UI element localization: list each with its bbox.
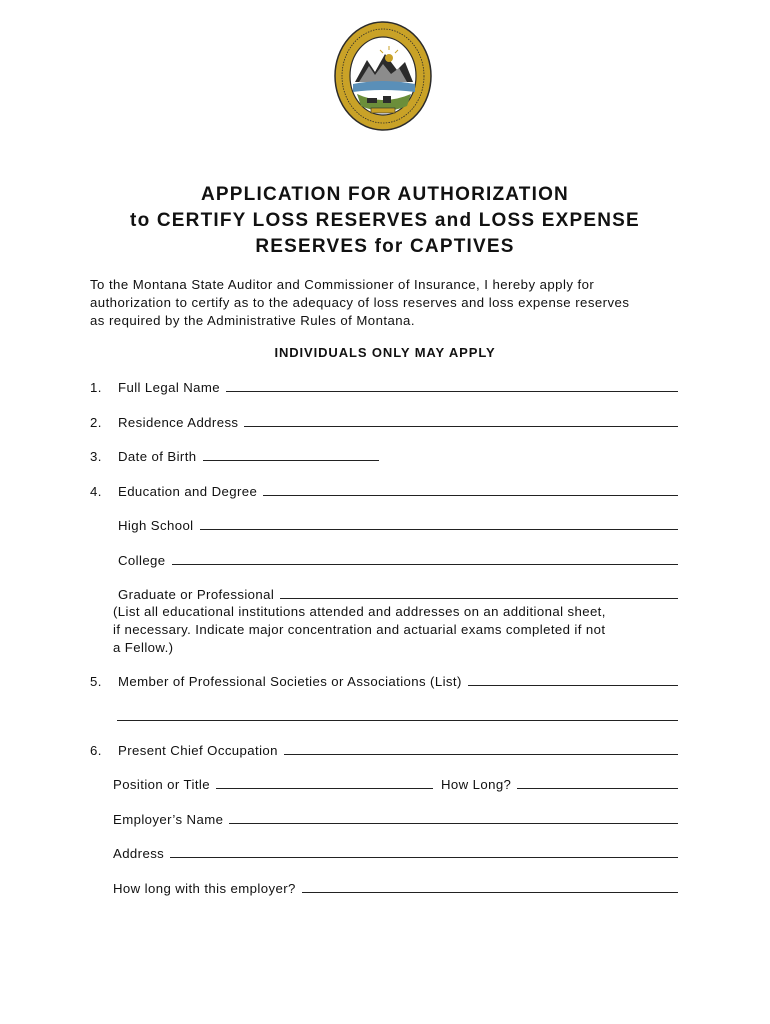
item-number: 6. bbox=[90, 743, 102, 758]
high-school-field[interactable] bbox=[200, 518, 678, 530]
employer-name-field[interactable] bbox=[229, 812, 678, 824]
education-degree-row bbox=[90, 483, 678, 501]
title-line-1: APPLICATION FOR AUTHORIZATION bbox=[201, 184, 569, 205]
individuals-only-heading: INDIVIDUALS ONLY MAY APPLY bbox=[274, 345, 496, 360]
education-note-line-1: (List all educational institutions attended and addresses on an additional sheet, bbox=[113, 604, 606, 619]
date-of-birth-field[interactable] bbox=[203, 449, 379, 461]
employer-duration-field[interactable] bbox=[302, 881, 678, 893]
employer-address-row bbox=[113, 845, 678, 863]
title-line-3: RESERVES for CAPTIVES bbox=[255, 236, 515, 257]
item-number: 3. bbox=[90, 449, 102, 464]
employer-name-row bbox=[113, 811, 678, 829]
education-note-line-2: if necessary. Indicate major concentration and actuarial exams completed if not bbox=[113, 622, 606, 637]
graduate-label: Graduate or Professional bbox=[118, 587, 275, 602]
college-row bbox=[118, 552, 678, 570]
residence-address-label: Residence Address bbox=[118, 415, 239, 430]
item-number: 5. bbox=[90, 674, 102, 689]
professional-societies-label: Member of Professional Societies or Associations (List) bbox=[118, 674, 462, 689]
education-note bbox=[113, 603, 683, 657]
education-degree-field[interactable] bbox=[263, 484, 678, 496]
how-long-label: How Long? bbox=[440, 777, 512, 792]
intro-line-1: To the Montana State Auditor and Commissioner of Insurance, I hereby apply for bbox=[90, 277, 595, 292]
professional-societies-continuation-field[interactable] bbox=[117, 720, 678, 721]
item-number: 1. bbox=[90, 380, 102, 395]
employer-address-field[interactable] bbox=[170, 846, 678, 858]
education-note-line-3: a Fellow.) bbox=[113, 640, 174, 655]
chief-occupation-row bbox=[90, 742, 678, 760]
professional-societies-field[interactable] bbox=[468, 674, 678, 686]
graduate-field[interactable] bbox=[280, 587, 678, 599]
how-long-field[interactable] bbox=[517, 777, 678, 789]
employer-name-label: Employer’s Name bbox=[113, 812, 224, 827]
item-number: 2. bbox=[90, 415, 102, 430]
residence-address-row bbox=[90, 414, 678, 432]
date-of-birth-label: Date of Birth bbox=[118, 449, 197, 464]
high-school-row bbox=[118, 517, 678, 535]
intro-line-3: as required by the Administrative Rules of Montana. bbox=[90, 313, 415, 328]
residence-address-field[interactable] bbox=[244, 415, 678, 427]
full-legal-name-row bbox=[90, 379, 678, 397]
full-legal-name-field[interactable] bbox=[226, 380, 678, 392]
intro-paragraph bbox=[90, 276, 680, 330]
intro-line-2: authorization to certify as to the adequacy of loss reserves and loss expense reserves bbox=[90, 295, 630, 310]
employer-duration-row bbox=[113, 880, 678, 898]
professional-societies-row bbox=[90, 673, 678, 691]
employer-address-label: Address bbox=[113, 846, 165, 861]
chief-occupation-field[interactable] bbox=[284, 743, 678, 755]
college-field[interactable] bbox=[172, 553, 678, 565]
education-degree-label: Education and Degree bbox=[118, 484, 258, 499]
item-number: 4. bbox=[90, 484, 102, 499]
graduate-row bbox=[118, 586, 678, 604]
employer-duration-label: How long with this employer? bbox=[113, 881, 296, 896]
title-line-2: to CERTIFY LOSS RESERVES and LOSS EXPENSE bbox=[130, 210, 640, 231]
position-title-label: Position or Title bbox=[113, 777, 210, 792]
date-of-birth-row bbox=[90, 448, 678, 466]
position-row bbox=[113, 776, 678, 794]
montana-seal-logo bbox=[333, 20, 433, 132]
position-title-field[interactable] bbox=[216, 777, 433, 789]
chief-occupation-label: Present Chief Occupation bbox=[118, 743, 278, 758]
college-label: College bbox=[118, 553, 166, 568]
high-school-label: High School bbox=[118, 518, 194, 533]
full-legal-name-label: Full Legal Name bbox=[118, 380, 221, 395]
form-title bbox=[0, 182, 770, 260]
